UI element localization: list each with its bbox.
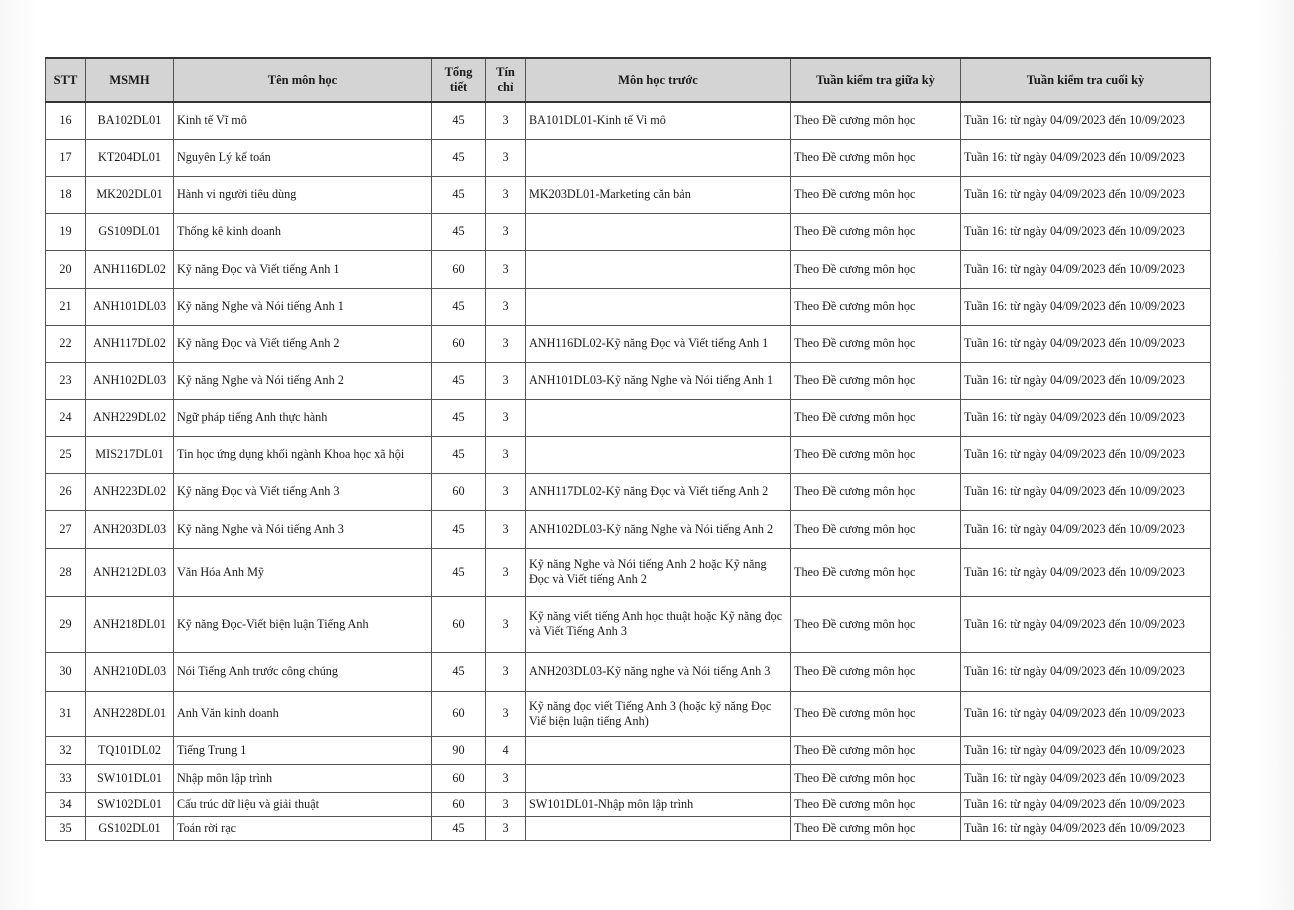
total-periods: 45	[432, 139, 486, 176]
prerequisite	[526, 139, 791, 176]
course-schedule-table	[45, 57, 1211, 841]
course-name: Nguyên Lý kế toán	[174, 139, 432, 176]
midterm-week: Theo Đề cương môn học	[791, 325, 961, 362]
table-row	[46, 691, 1211, 736]
prerequisite: ANH102DL03-Kỹ năng Nghe và Nói tiếng Anh 2	[526, 510, 791, 548]
row-stt: 32	[46, 736, 86, 764]
course-code: TQ101DL02	[86, 736, 174, 764]
course-code: ANH210DL03	[86, 652, 174, 691]
course-name: Anh Văn kinh doanh	[174, 691, 432, 736]
total-periods: 60	[432, 250, 486, 288]
midterm-week: Theo Đề cương môn học	[791, 250, 961, 288]
table-row	[46, 288, 1211, 325]
prerequisite	[526, 736, 791, 764]
course-name: Cấu trúc dữ liệu và giải thuật	[174, 792, 432, 816]
final-week: Tuần 16: từ ngày 04/09/2023 đến 10/09/2023	[961, 325, 1211, 362]
credits: 3	[486, 436, 526, 473]
course-name: Kỹ năng Nghe và Nói tiếng Anh 2	[174, 362, 432, 399]
midterm-week: Theo Đề cương môn học	[791, 288, 961, 325]
table-row	[46, 213, 1211, 250]
prerequisite: ANH116DL02-Kỹ năng Đọc và Viết tiếng Anh 1	[526, 325, 791, 362]
table-row	[46, 548, 1211, 596]
credits: 3	[486, 325, 526, 362]
course-code: MIS217DL01	[86, 436, 174, 473]
course-name: Tiếng Trung 1	[174, 736, 432, 764]
course-name: Kỹ năng Đọc và Viết tiếng Anh 2	[174, 325, 432, 362]
midterm-week: Theo Đề cương môn học	[791, 176, 961, 213]
row-stt: 23	[46, 362, 86, 399]
prerequisite: SW101DL01-Nhập môn lập trình	[526, 792, 791, 816]
total-periods: 45	[432, 399, 486, 436]
total-periods: 45	[432, 436, 486, 473]
row-stt: 17	[46, 139, 86, 176]
course-code: ANH229DL02	[86, 399, 174, 436]
final-week: Tuần 16: từ ngày 04/09/2023 đến 10/09/2023	[961, 652, 1211, 691]
credits: 3	[486, 362, 526, 399]
final-week: Tuần 16: từ ngày 04/09/2023 đến 10/09/2023	[961, 816, 1211, 840]
course-name: Nói Tiếng Anh trước công chúng	[174, 652, 432, 691]
course-code: BA102DL01	[86, 102, 174, 139]
row-stt: 33	[46, 764, 86, 792]
total-periods: 60	[432, 792, 486, 816]
prerequisite: Kỹ năng viết tiếng Anh học thuật hoặc Kỹ năng đọc và Viết Tiếng Anh 3	[526, 596, 791, 652]
final-week: Tuần 16: từ ngày 04/09/2023 đến 10/09/2023	[961, 399, 1211, 436]
credits: 3	[486, 399, 526, 436]
midterm-week: Theo Đề cương môn học	[791, 816, 961, 840]
midterm-week: Theo Đề cương môn học	[791, 362, 961, 399]
course-name: Kỹ năng Nghe và Nói tiếng Anh 3	[174, 510, 432, 548]
row-stt: 21	[46, 288, 86, 325]
course-code: ANH212DL03	[86, 548, 174, 596]
midterm-week: Theo Đề cương môn học	[791, 213, 961, 250]
prerequisite: MK203DL01-Marketing căn bản	[526, 176, 791, 213]
course-code: KT204DL01	[86, 139, 174, 176]
final-week: Tuần 16: từ ngày 04/09/2023 đến 10/09/2023	[961, 139, 1211, 176]
midterm-week: Theo Đề cương môn học	[791, 652, 961, 691]
total-periods: 45	[432, 816, 486, 840]
final-week: Tuần 16: từ ngày 04/09/2023 đến 10/09/2023	[961, 250, 1211, 288]
course-code: ANH223DL02	[86, 473, 174, 510]
final-week: Tuần 16: từ ngày 04/09/2023 đến 10/09/2023	[961, 102, 1211, 139]
course-code: ANH101DL03	[86, 288, 174, 325]
final-week: Tuần 16: từ ngày 04/09/2023 đến 10/09/2023	[961, 213, 1211, 250]
table-row	[46, 652, 1211, 691]
table-row	[46, 250, 1211, 288]
row-stt: 18	[46, 176, 86, 213]
row-stt: 22	[46, 325, 86, 362]
total-periods: 45	[432, 548, 486, 596]
row-stt: 20	[46, 250, 86, 288]
total-periods: 45	[432, 288, 486, 325]
midterm-week: Theo Đề cương môn học	[791, 399, 961, 436]
total-periods: 60	[432, 325, 486, 362]
table-row	[46, 139, 1211, 176]
table-row	[46, 764, 1211, 792]
final-week: Tuần 16: từ ngày 04/09/2023 đến 10/09/2023	[961, 691, 1211, 736]
prerequisite: Kỹ năng đọc viết Tiếng Anh 3 (hoặc kỹ năng Đọc Viế biện luận tiếng Anh)	[526, 691, 791, 736]
table-row	[46, 176, 1211, 213]
table-row	[46, 816, 1211, 840]
header-ten-mon-hoc: Tên môn học	[174, 58, 432, 102]
course-name: Hành vi người tiêu dùng	[174, 176, 432, 213]
total-periods: 45	[432, 652, 486, 691]
credits: 3	[486, 816, 526, 840]
credits: 3	[486, 548, 526, 596]
midterm-week: Theo Đề cương môn học	[791, 510, 961, 548]
row-stt: 26	[46, 473, 86, 510]
table-row	[46, 510, 1211, 548]
row-stt: 25	[46, 436, 86, 473]
row-stt: 35	[46, 816, 86, 840]
row-stt: 31	[46, 691, 86, 736]
prerequisite: Kỹ năng Nghe và Nói tiếng Anh 2 hoặc Kỹ năng Đọc và Viết tiếng Anh 2	[526, 548, 791, 596]
table-row	[46, 399, 1211, 436]
prerequisite	[526, 764, 791, 792]
final-week: Tuần 16: từ ngày 04/09/2023 đến 10/09/2023	[961, 596, 1211, 652]
prerequisite	[526, 213, 791, 250]
row-stt: 28	[46, 548, 86, 596]
header-msmh: MSMH	[86, 58, 174, 102]
midterm-week: Theo Đề cương môn học	[791, 548, 961, 596]
row-stt: 30	[46, 652, 86, 691]
row-stt: 16	[46, 102, 86, 139]
prerequisite	[526, 816, 791, 840]
row-stt: 29	[46, 596, 86, 652]
midterm-week: Theo Đề cương môn học	[791, 764, 961, 792]
row-stt: 19	[46, 213, 86, 250]
total-periods: 60	[432, 764, 486, 792]
midterm-week: Theo Đề cương môn học	[791, 792, 961, 816]
final-week: Tuần 16: từ ngày 04/09/2023 đến 10/09/2023	[961, 764, 1211, 792]
course-code: ANH116DL02	[86, 250, 174, 288]
table-row	[46, 736, 1211, 764]
table-row	[46, 325, 1211, 362]
credits: 3	[486, 691, 526, 736]
final-week: Tuần 16: từ ngày 04/09/2023 đến 10/09/2023	[961, 362, 1211, 399]
course-name: Kỹ năng Đọc và Viết tiếng Anh 1	[174, 250, 432, 288]
header-kiem-tra-giua-ky: Tuần kiểm tra giữa kỳ	[791, 58, 961, 102]
header-mon-hoc-truoc: Môn học trước	[526, 58, 791, 102]
midterm-week: Theo Đề cương môn học	[791, 102, 961, 139]
prerequisite	[526, 250, 791, 288]
credits: 3	[486, 250, 526, 288]
final-week: Tuần 16: từ ngày 04/09/2023 đến 10/09/2023	[961, 548, 1211, 596]
course-code: SW101DL01	[86, 764, 174, 792]
midterm-week: Theo Đề cương môn học	[791, 736, 961, 764]
final-week: Tuần 16: từ ngày 04/09/2023 đến 10/09/2023	[961, 436, 1211, 473]
header-row	[46, 58, 1211, 102]
course-name: Tin học ứng dụng khối ngành Khoa học xã hội	[174, 436, 432, 473]
final-week: Tuần 16: từ ngày 04/09/2023 đến 10/09/2023	[961, 176, 1211, 213]
credits: 3	[486, 792, 526, 816]
table-row	[46, 102, 1211, 139]
table-row	[46, 792, 1211, 816]
course-name: Kỹ năng Nghe và Nói tiếng Anh 1	[174, 288, 432, 325]
course-code: ANH218DL01	[86, 596, 174, 652]
final-week: Tuần 16: từ ngày 04/09/2023 đến 10/09/2023	[961, 288, 1211, 325]
course-name: Nhập môn lập trình	[174, 764, 432, 792]
credits: 3	[486, 102, 526, 139]
final-week: Tuần 16: từ ngày 04/09/2023 đến 10/09/2023	[961, 792, 1211, 816]
midterm-week: Theo Đề cương môn học	[791, 691, 961, 736]
credits: 4	[486, 736, 526, 764]
total-periods: 60	[432, 691, 486, 736]
course-code: ANH102DL03	[86, 362, 174, 399]
credits: 3	[486, 510, 526, 548]
course-code: ANH228DL01	[86, 691, 174, 736]
prerequisite: ANH101DL03-Kỹ năng Nghe và Nói tiếng Anh 1	[526, 362, 791, 399]
course-name: Kỹ năng Đọc và Viết tiếng Anh 3	[174, 473, 432, 510]
header-tin-chi: Tín chỉ	[486, 58, 526, 102]
total-periods: 45	[432, 176, 486, 213]
course-name: Kỹ năng Đọc-Viết biện luận Tiếng Anh	[174, 596, 432, 652]
total-periods: 45	[432, 362, 486, 399]
prerequisite	[526, 399, 791, 436]
final-week: Tuần 16: từ ngày 04/09/2023 đến 10/09/2023	[961, 473, 1211, 510]
credits: 3	[486, 139, 526, 176]
credits: 3	[486, 288, 526, 325]
total-periods: 60	[432, 473, 486, 510]
course-name: Kinh tế Vĩ mô	[174, 102, 432, 139]
total-periods: 90	[432, 736, 486, 764]
credits: 3	[486, 213, 526, 250]
midterm-week: Theo Đề cương môn học	[791, 596, 961, 652]
credits: 3	[486, 596, 526, 652]
prerequisite: ANH203DL03-Kỹ năng nghe và Nói tiếng Anh 3	[526, 652, 791, 691]
prerequisite: BA101DL01-Kinh tế Vi mô	[526, 102, 791, 139]
table-row	[46, 596, 1211, 652]
table-row	[46, 362, 1211, 399]
credits: 3	[486, 652, 526, 691]
midterm-week: Theo Đề cương môn học	[791, 473, 961, 510]
credits: 3	[486, 764, 526, 792]
prerequisite	[526, 288, 791, 325]
total-periods: 45	[432, 510, 486, 548]
header-tong-tiet: Tổng tiết	[432, 58, 486, 102]
midterm-week: Theo Đề cương môn học	[791, 139, 961, 176]
course-code: SW102DL01	[86, 792, 174, 816]
course-name: Văn Hóa Anh Mỹ	[174, 548, 432, 596]
course-code: MK202DL01	[86, 176, 174, 213]
final-week: Tuần 16: từ ngày 04/09/2023 đến 10/09/2023	[961, 736, 1211, 764]
header-kiem-tra-cuoi-ky: Tuần kiểm tra cuối kỳ	[961, 58, 1211, 102]
total-periods: 60	[432, 596, 486, 652]
table-row	[46, 473, 1211, 510]
header-stt: STT	[46, 58, 86, 102]
total-periods: 45	[432, 213, 486, 250]
prerequisite	[526, 436, 791, 473]
course-name: Toán rời rạc	[174, 816, 432, 840]
course-code: ANH203DL03	[86, 510, 174, 548]
credits: 3	[486, 176, 526, 213]
row-stt: 24	[46, 399, 86, 436]
final-week: Tuần 16: từ ngày 04/09/2023 đến 10/09/2023	[961, 510, 1211, 548]
prerequisite: ANH117DL02-Kỹ năng Đọc và Viết tiếng Anh 2	[526, 473, 791, 510]
total-periods: 45	[432, 102, 486, 139]
table-row	[46, 436, 1211, 473]
course-name: Ngữ pháp tiếng Anh thực hành	[174, 399, 432, 436]
midterm-week: Theo Đề cương môn học	[791, 436, 961, 473]
course-name: Thống kê kinh doanh	[174, 213, 432, 250]
row-stt: 34	[46, 792, 86, 816]
row-stt: 27	[46, 510, 86, 548]
course-code: GS109DL01	[86, 213, 174, 250]
credits: 3	[486, 473, 526, 510]
course-code: GS102DL01	[86, 816, 174, 840]
course-code: ANH117DL02	[86, 325, 174, 362]
